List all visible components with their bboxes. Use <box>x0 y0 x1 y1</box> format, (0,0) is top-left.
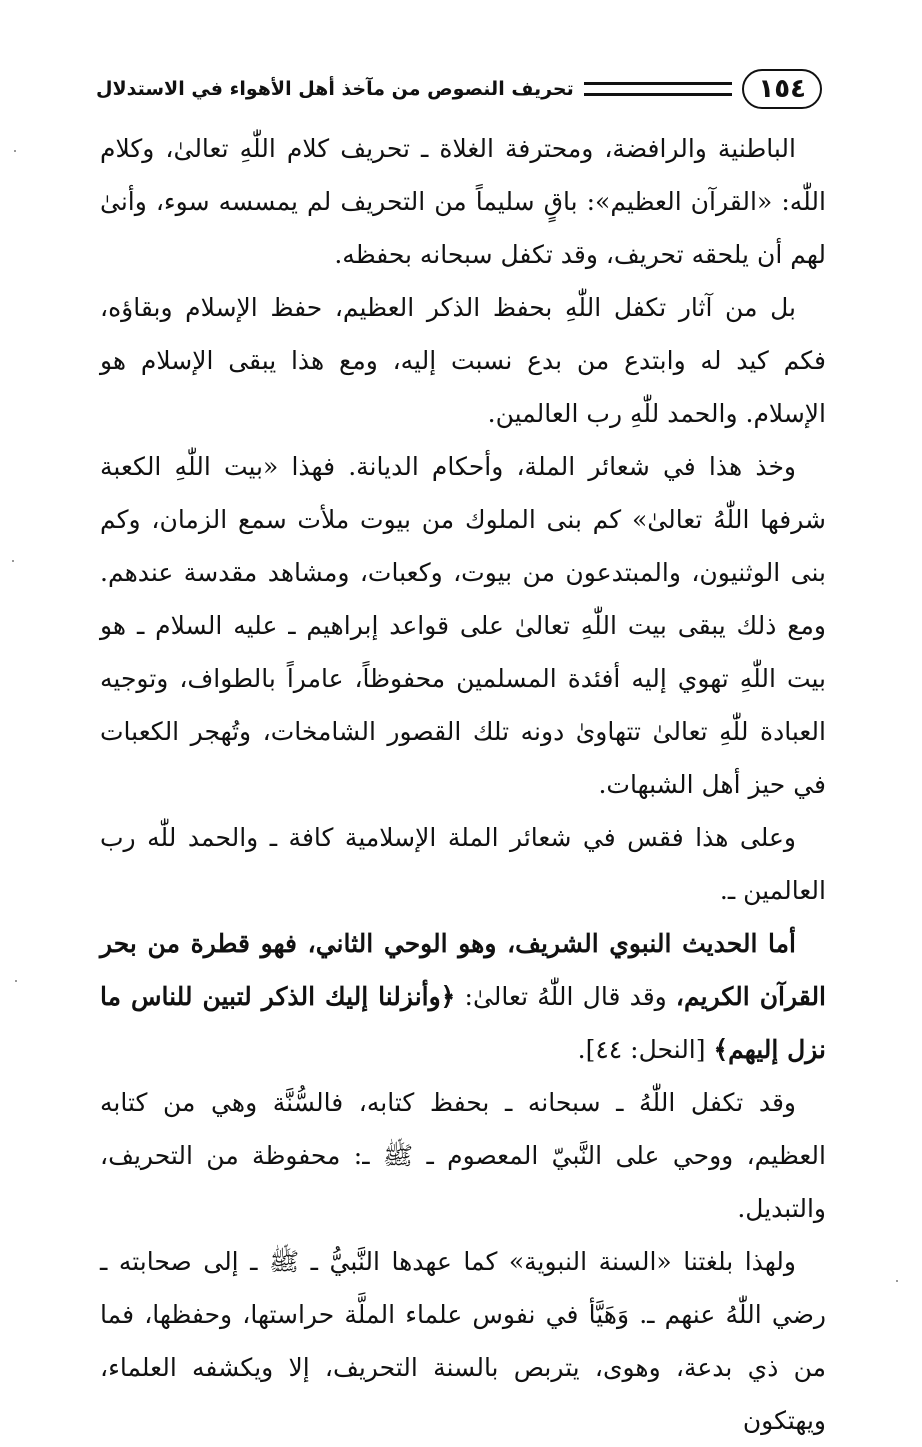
hadith-middle: وقد قال اللّٰهُ تعالىٰ: <box>455 982 676 1011</box>
paragraph-3: وخذ هذا في شعائر الملة، وأحكام الديانة. فهذا «بيت اللّٰهِ الكعبة شرفها اللّٰهُ تعالىٰ» كم بنى الملوك من بيوت ملأت سمع الزمان، وكم بنى الوثنيون، والمبتدعون من بيوت، وكعبات، ومشاهد مقدسة عندهم. ومع ذلك يبقى بيت اللّٰهِ تعالىٰ على قواعد إبراهيم ـ عليه السلام ـ هو بيت اللّٰهِ تهوي إليه أفئدة المسلمين محفوظاً، عامراً بالطواف، وتوجيه العبادة للّٰهِ تعالىٰ تتهاوىٰ دونه تلك القصور الشامخات، وتُهجر الكعبات في حيز أهل الشبهات. <box>100 452 826 799</box>
page-number: ١٥٤ <box>742 69 822 109</box>
paragraph-6: وقد تكفل اللّٰهُ ـ سبحانه ـ بحفظ كتابه، فالسُّنَّة وهي من كتابه العظيم، ووحي على النَّبيّ المعصوم ـ ﷺ ـ: محفوظة من التحريف، والتبديل. <box>100 1088 826 1223</box>
paragraph-1: الباطنية والرافضة، ومحترفة الغلاة ـ تحريف كلام اللّٰهِ تعالىٰ، وكلام اللّٰه: «القرآن العظيم»: باقٍ سليماً من التحريف لم يمسسه سوء، وأنىٰ لهم أن يلحقه تحريف، وقد تكفل سبحانه بحفظه. <box>100 134 826 269</box>
scan-dot <box>15 980 17 982</box>
verse-citation: [النحل: ٤٤]. <box>577 1035 714 1064</box>
running-title: تحريف النصوص من مآخذ أهل الأهواء في الاستدلال <box>96 78 574 100</box>
scan-dot <box>12 560 14 562</box>
body-text <box>100 122 826 1447</box>
scan-dot <box>896 1280 898 1282</box>
hadith-paragraph <box>100 917 826 1076</box>
header-rule <box>584 82 733 96</box>
paragraph-2: بل من آثار تكفل اللّٰهِ بحفظ الذكر العظيم، حفظ الإسلام وبقاؤه، فكم كيد له وابتدع من بدع نسبت إليه، ومع هذا يبقى الإسلام هو الإسلام. والحمد للّٰهِ رب العالمين. <box>100 293 826 428</box>
page-header <box>96 66 822 112</box>
scan-dot <box>14 150 16 152</box>
paragraph-7: ولهذا بلغتنا «السنة النبوية» كما عهدها النَّبيُّ ـ ﷺ ـ إلى صحابته ـ رضي اللّٰهُ عنهم ـ. وَهَيَّأ في نفوس علماء الملَّة حراستها، وحفظها، فما من ذي بدعة، وهوى، يتربص بالسنة التحريف، إلا ويكشفه العلماء، ويهتكون <box>100 1247 826 1435</box>
quran-verse: ﴿وأنزلنا إليك الذكر لتبين للناس ما نزل إليهم﴾ <box>100 982 826 1064</box>
paragraph-4: وعلى هذا فقس في شعائر الملة الإسلامية كافة ـ والحمد للّٰه رب العالمين ـ. <box>100 823 826 905</box>
hadith-lead: أما الحديث النبوي الشريف، وهو الوحي الثاني، فهو قطرة من بحر القرآن الكريم، <box>100 929 827 1011</box>
